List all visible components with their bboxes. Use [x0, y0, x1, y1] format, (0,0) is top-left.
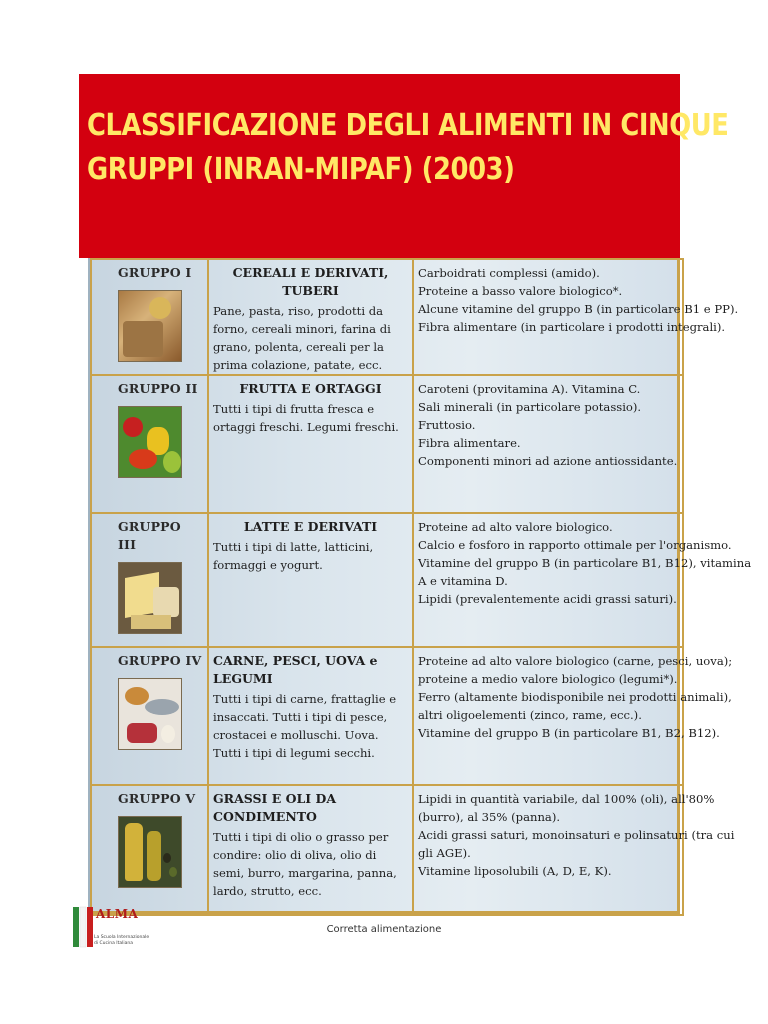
nutrient-line: Fibra alimentare. [418, 436, 521, 450]
category-cell [208, 513, 413, 647]
category-title: CARNE, PESCI, UOVA e LEGUMI [213, 653, 378, 686]
foods-description: Tutti i tipi di frutta fresca e ortaggi freschi. Legumi freschi. [213, 402, 399, 434]
food-groups-table [90, 258, 752, 916]
foods-description: Tutti i tipi di olio o grasso per condire: olio di oliva, olio di semi, burro, margarina, panna, lardo, strutto, ecc. [213, 830, 397, 898]
nutrient-line: Fibra alimentare (in particolare i prodotti integrali). [418, 320, 726, 334]
nutrient-line: A e vitamina D. [418, 574, 508, 588]
nutrients-cell [413, 259, 739, 375]
foods-description: Tutti i tipi di carne, frattaglie e insaccati. Tutti i tipi di pesce, crostacei e molluschi. Uova. Tutti i tipi di legumi secchi. [213, 692, 397, 760]
nutrient-line: Vitamine liposolubili (A, D, E, K). [418, 864, 612, 878]
nutrient-line: Vitamine del gruppo B (in particolare B1, B12), vitamina [418, 556, 752, 570]
group-cell [91, 259, 208, 375]
nutrient-line: Proteine ad alto valore biologico. [418, 520, 613, 534]
nutrient-line: Sali minerali (in particolare potassio). [418, 400, 642, 414]
group-cell [91, 785, 208, 915]
logo-subtitle-2: di Cucina Italiana [94, 941, 134, 946]
nutrient-line: Caroteni (provitamina A). Vitamina C. [418, 382, 641, 396]
category-cell [208, 647, 413, 785]
category-cell [208, 259, 413, 375]
nutrient-line: Proteine ad alto valore biologico (carne, pesci, uova); [418, 654, 733, 668]
table-row [91, 647, 683, 785]
nutrient-line: Fruttosio. [418, 418, 476, 432]
group-label: GRUPPO IV [118, 653, 202, 668]
nutrient-line: Alcune vitamine del gruppo B (in particolare B1 e PP). [418, 302, 739, 316]
nutrient-line: Lipidi (prevalentemente acidi grassi saturi). [418, 592, 677, 606]
group-label: GRUPPO V [118, 791, 196, 806]
category-title: LATTE E DERIVATI [243, 519, 378, 534]
fruit-vegetables-photo-icon [118, 406, 182, 478]
nutrient-line: Ferro (altamente biodisponibile nei prodotti animali), [418, 690, 732, 704]
title-banner [79, 74, 729, 258]
category-title: CEREALI E DERIVATI, TUBERI [232, 265, 389, 298]
group-label: GRUPPO I [118, 265, 192, 280]
nutrient-line: Calcio e fosforo in rapporto ottimale per l'organismo. [418, 538, 732, 552]
category-cell [208, 375, 413, 513]
footer-caption: Corretta alimentazione [326, 924, 442, 935]
table-row [91, 375, 683, 513]
nutrient-line: Proteine a basso valore biologico*. [418, 284, 623, 298]
nutrient-line: Acidi grassi saturi, monoinsaturi e polinsaturi (tra cui [418, 828, 735, 842]
olive-oil-photo-icon [118, 816, 182, 888]
table-row [91, 259, 683, 375]
page-title-line-1: CLASSIFICAZIONE DEGLI ALIMENTI IN CINQUE [87, 108, 729, 143]
category-title: GRASSI E OLI DA CONDIMENTO [213, 791, 337, 824]
group-label: GRUPPO III [118, 519, 181, 552]
nutrient-line: altri oligoelementi (zinco, rame, ecc.). [418, 708, 642, 722]
nutrient-line: gli AGE). [418, 846, 471, 860]
nutrients-cell [413, 513, 752, 647]
page-title-line-2: GRUPPI (INRAN-MIPAF) (2003) [87, 152, 515, 187]
nutrient-line: Vitamine del gruppo B (in particolare B1, B2, B12). [418, 726, 720, 740]
nutrients-cell [413, 785, 735, 915]
group-cell [91, 375, 208, 513]
food-groups-table-image [88, 258, 752, 914]
foods-description: Pane, pasta, riso, prodotti da forno, cereali minori, farina di grano, polenta, cereali per la prima colazione, patate, ecc. [213, 304, 391, 372]
nutrients-cell [413, 375, 683, 513]
logo-name: ALMA [96, 907, 139, 921]
table-row [91, 785, 683, 915]
category-title: FRUTTA E ORTAGGI [239, 381, 382, 396]
meat-fish-eggs-photo-icon [118, 678, 182, 750]
nutrient-line: proteine a medio valore biologico (legumi*). [418, 672, 678, 686]
bread-photo-icon [118, 290, 182, 362]
nutrient-line: Carboidrati complessi (amido). [418, 266, 600, 280]
nutrient-line: Lipidi in quantità variabile, dal 100% (oli), all'80% [418, 792, 715, 806]
nutrients-cell [413, 647, 733, 785]
foods-description: Tutti i tipi di latte, latticini, formaggi e yogurt. [213, 540, 374, 572]
cheese-photo-icon [118, 562, 182, 634]
group-label: GRUPPO II [118, 381, 198, 396]
group-cell [91, 647, 208, 785]
category-cell [208, 785, 413, 915]
group-cell [91, 513, 208, 647]
logo-subtitle-1: La Scuola Internazionale [94, 935, 150, 940]
table-row [91, 513, 683, 647]
nutrient-line: (burro), al 35% (panna). [418, 810, 561, 824]
nutrient-line: Componenti minori ad azione antiossidante. [418, 454, 678, 468]
